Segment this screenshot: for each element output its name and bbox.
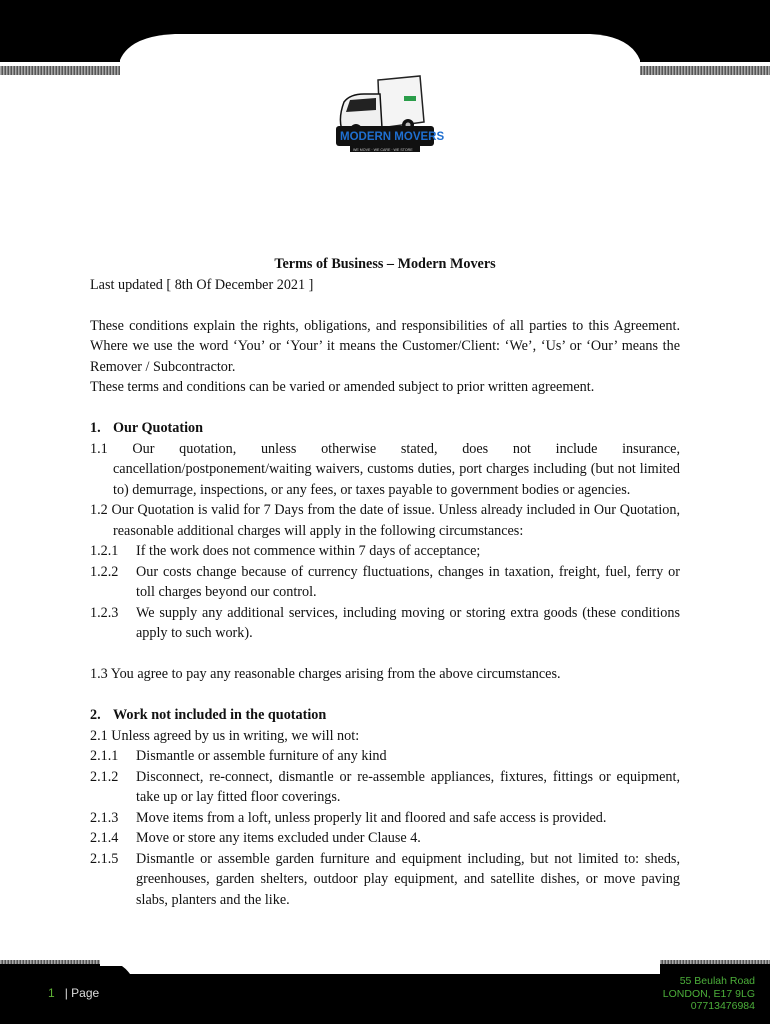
clause-2-1-3: 2.1.3 Move items from a loft, unless properly lit and floored and safe access is provided.: [90, 809, 607, 826]
clause-2-1-2: 2.1.2 Disconnect, re-connect, dismantle or re-assemble appliances, fixtures, fittings or equipment, take up or lay fitted floor coverings.: [90, 768, 680, 805]
address-line-2: LONDON, E17 9LG: [662, 987, 755, 1000]
clause-1-3: 1.3 You agree to pay any reasonable charges arising from the above circumstances.: [90, 666, 561, 682]
page-label: | Page: [64, 986, 100, 1000]
clause-1-1: 1.1 Our quotation, unless otherwise stated, does not include insurance, cancellation/postponement/waiting waivers, customs duties, port charges including (but not limited to) demurrage, inspections, or any fees, or taxes payable to government bodies or agencies.: [90, 440, 680, 498]
clause-2-1: 2.1 Unless agreed by us in writing, we will not:: [90, 727, 360, 744]
logo-text: MODERN MOVERS: [340, 131, 445, 143]
page-indicator: [48, 986, 99, 1000]
clause-1-2-1: 1.2.1 If the work does not commence within 7 days of acceptance;: [90, 543, 481, 559]
phone-number: 07713476984: [690, 1000, 755, 1012]
section-heading-work-not-included: 2. Work not included in the quotation: [90, 707, 327, 723]
clause-1-2-3: 1.2.3 We supply any additional services, including moving or storing extra goods (these conditions apply to such work).: [90, 604, 680, 641]
clause-1-2: 1.2 Our Quotation is valid for 7 Days from the date of issue. Unless already included in Our Quotation, reasonable additional charges will apply in the following circumstances:: [90, 502, 681, 539]
document-body: [90, 254, 680, 910]
address-line-1: 55 Beulah Road: [679, 975, 755, 987]
page-number: 1: [48, 986, 55, 1000]
clause-2-1-4: 2.1.4 Move or store any items excluded under Clause 4.: [90, 830, 421, 846]
document-title: Terms of Business – Modern Movers: [274, 256, 496, 272]
section-heading-quotation: 1. Our Quotation: [90, 420, 204, 436]
clause-1-2-2: 1.2.2 Our costs change because of currency fluctuations, changes in taxation, freight, fuel, ferry or toll charges beyond our control.: [90, 563, 680, 600]
footer-band: [0, 960, 770, 1024]
footer-address: [663, 975, 755, 1013]
intro-paragraph: These conditions explain the rights, obligations, and responsibilities of all parties to this Agreement. Where we use the word ‘You’ or ‘Your’ it means the Customer/Client: ‘We’, ‘Us’ or ‘Our’ means the Remover / Subcontractor.: [90, 317, 680, 375]
company-logo: [320, 74, 450, 156]
intro-paragraph-2: These terms and conditions can be varied or amended subject to prior written agreement.: [90, 379, 595, 395]
logo-tagline: WE MOVE · WE CARE · WE STORE: [353, 148, 413, 152]
clause-2-1-1: 2.1.1 Dismantle or assemble furniture of any kind: [90, 748, 387, 764]
last-updated: Last updated [ 8th Of December 2021 ]: [90, 276, 314, 293]
clause-2-1-5: 2.1.5 Dismantle or assemble garden furniture and equipment including, but not limited to: sheds, greenhouses, garden shelters, outdoor play equipment, and satellite dishes, or move paving slabs, planters and the like.: [90, 850, 680, 908]
header-band: [0, 0, 770, 80]
